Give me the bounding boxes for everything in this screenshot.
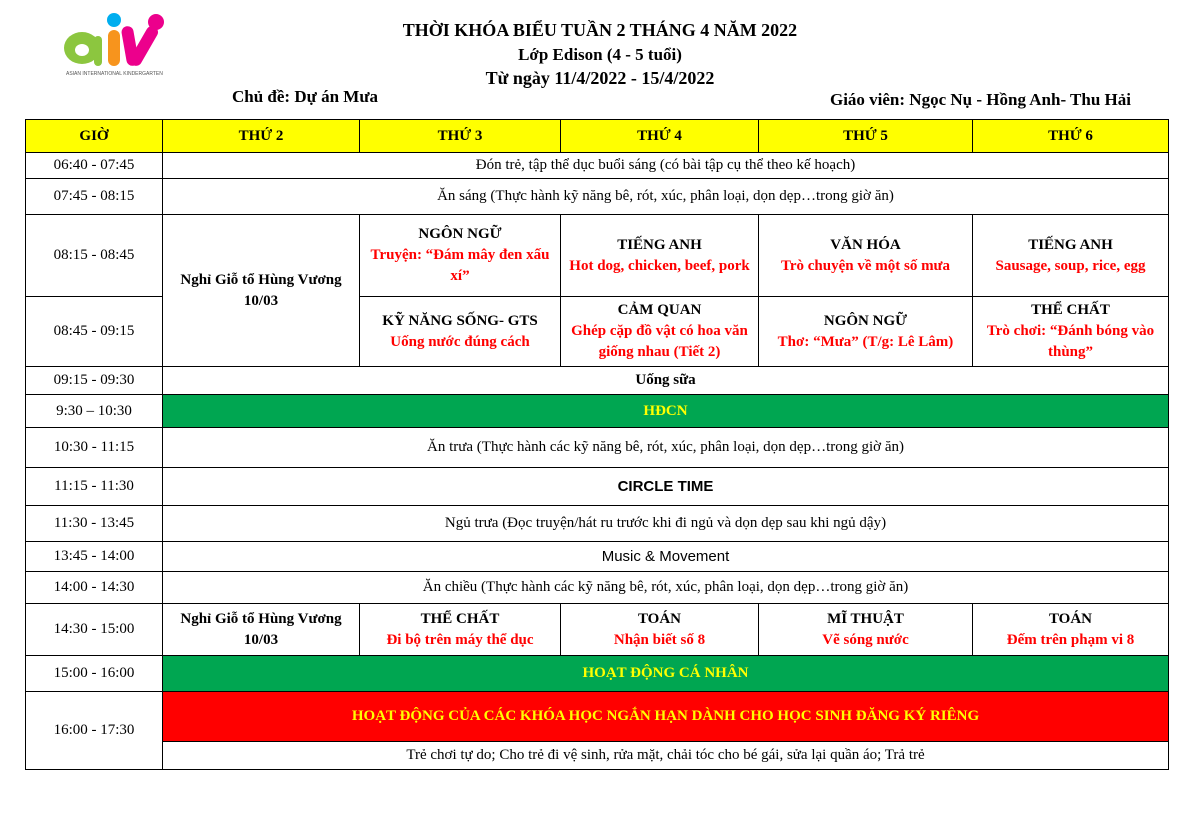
aik-logo-icon [60,8,170,86]
school-logo [60,8,170,86]
lesson-content: Đi bộ trên máy thể dục [386,631,534,648]
lesson-subject: TIẾNG ANH [617,236,702,253]
table-row [26,468,1169,506]
teachers-label: Giáo viên: Ngọc Nụ - Hồng Anh- Thu Hải [829,90,1131,109]
col-header-time: GIỜ [26,120,163,153]
lesson-content: Sausage, soup, rice, egg [995,257,1146,274]
lesson-subject: TOÁN [637,610,682,627]
table-row [26,692,1169,742]
lesson-subject: MĨ THUẬT [827,610,904,627]
time-cell: 11:15 - 11:30 [26,468,163,506]
holiday-cell: Nghỉ Giỗ tổ Hùng Vương 10/03 [163,215,360,367]
schedule-title: THỜI KHÓA BIỂU TUẦN 2 THÁNG 4 NĂM 2022 [402,20,798,40]
activity-cell: Trẻ chơi tự do; Cho trẻ đi vệ sinh, rửa mặt, chải tóc cho bé gái, sửa lại quần áo; Trả trẻ [163,742,1169,770]
lesson-subject: VĂN HÓA [830,236,901,253]
time-cell: 13:45 - 14:00 [26,542,163,572]
time-cell: 06:40 - 07:45 [26,153,163,179]
class-name: Lớp Edison (4 - 5 tuổi) [518,45,682,64]
lesson-cell [973,604,1169,656]
lesson-subject: NGÔN NGỮ [418,226,502,242]
col-header-fri: THỨ 6 [973,120,1169,153]
lesson-cell [759,215,973,297]
activity-cell: CIRCLE TIME [163,468,1169,506]
table-row [26,742,1169,770]
header-row [26,120,1169,153]
lesson-content: Uống nước đúng cách [390,333,530,350]
date-range: Từ ngày 11/4/2022 - 15/4/2022 [485,68,715,88]
lesson-subject: KỸ NĂNG SỐNG- GTS [382,312,538,329]
time-cell: 08:45 - 09:15 [26,297,163,367]
lesson-subject: THỂ CHẤT [1031,302,1110,318]
lesson-content: Nhận biết số 8 [613,631,706,648]
svg-text:ASIAN INTERNATIONAL KINDERGART: ASIAN INTERNATIONAL KINDERGARTEN [66,71,163,77]
lesson-cell [561,215,759,297]
col-header-mon: THỨ 2 [163,120,360,153]
activity-cell: Uống sữa [163,367,1169,395]
lesson-cell [360,297,561,367]
activity-cell: Ăn trưa (Thực hành các kỹ năng bê, rót, xúc, phân loại, dọn dẹp…trong giờ ăn) [163,428,1169,468]
lesson-content: Hot dog, chicken, beef, pork [569,257,750,274]
lesson-cell [561,604,759,656]
activity-cell: Đón trẻ, tập thể dục buổi sáng (có bài tập cụ thể theo kế hoạch) [163,153,1169,179]
table-row [26,542,1169,572]
lesson-cell [561,297,759,367]
time-cell: 14:00 - 14:30 [26,572,163,604]
table-row [26,428,1169,468]
activity-cell-red: HOẠT ĐỘNG CỦA CÁC KHÓA HỌC NGẮN HẠN DÀNH CHO HỌC SINH ĐĂNG KÝ RIÊNG [163,692,1169,742]
lesson-cell [759,604,973,656]
activity-cell: Music & Movement [163,542,1169,572]
table-row [26,153,1169,179]
time-cell: 16:00 - 17:30 [26,692,163,770]
activity-cell: Ngủ trưa (Đọc truyện/hát ru trước khi đi ngủ và dọn dẹp sau khi ngủ dậy) [163,506,1169,542]
lesson-subject: CẢM QUAN [617,302,702,318]
lesson-content: Trò chuyện về một số mưa [780,257,951,274]
col-header-thu: THỨ 5 [759,120,973,153]
topic-label: Chủ đề: Dự án Mưa [232,87,379,106]
lesson-subject: TIẾNG ANH [1028,236,1113,253]
time-cell: 11:30 - 13:45 [26,506,163,542]
lesson-content: Ghép cặp đồ vật có hoa văn giống nhau (Tiết 2) [571,323,748,360]
lesson-subject: THỂ CHẤT [420,610,500,627]
activity-cell: Ăn chiều (Thực hành các kỹ năng bê, rót, xúc, phân loại, dọn dẹp…trong giờ ăn) [163,572,1169,604]
timetable [25,119,1169,770]
time-cell: 07:45 - 08:15 [26,179,163,215]
table-row [26,395,1169,428]
col-header-wed: THỨ 4 [561,120,759,153]
col-header-tue: THỨ 3 [360,120,561,153]
lesson-content: Đếm trên phạm vi 8 [1006,631,1135,648]
table-row [26,367,1169,395]
lesson-content: Vẽ sóng nước [822,631,909,648]
activity-cell-green: HĐCN [163,395,1169,428]
time-cell: 15:00 - 16:00 [26,656,163,692]
lesson-subject: NGÔN NGỮ [823,312,908,329]
time-cell: 14:30 - 15:00 [26,604,163,656]
lesson-cell [759,297,973,367]
time-cell: 10:30 - 11:15 [26,428,163,468]
table-row [26,506,1169,542]
table-row [26,215,1169,297]
activity-cell: Ăn sáng (Thực hành kỹ năng bê, rót, xúc, phân loại, dọn dẹp…trong giờ ăn) [163,179,1169,215]
lesson-content: Thơ: “Mưa” (T/g: Lê Lâm) [777,333,954,350]
table-row [26,572,1169,604]
lesson-cell [360,215,561,297]
lesson-cell [360,604,561,656]
lesson-content: Trò chơi: “Đánh bóng vào thùng” [986,323,1155,360]
time-cell: 09:15 - 09:30 [26,367,163,395]
time-cell: 9:30 – 10:30 [26,395,163,428]
lesson-cell [973,215,1169,297]
table-row [26,604,1169,656]
table-row [26,179,1169,215]
activity-cell-green: HOẠT ĐỘNG CÁ NHÂN [163,656,1169,692]
lesson-cell [973,297,1169,367]
time-cell: 08:15 - 08:45 [26,215,163,297]
lesson-content: Truyện: “Đám mây đen xấu xí” [370,247,550,284]
holiday-cell: Nghỉ Giỗ tổ Hùng Vương 10/03 [163,604,360,656]
lesson-subject: TOÁN [1048,610,1093,627]
table-row [26,656,1169,692]
